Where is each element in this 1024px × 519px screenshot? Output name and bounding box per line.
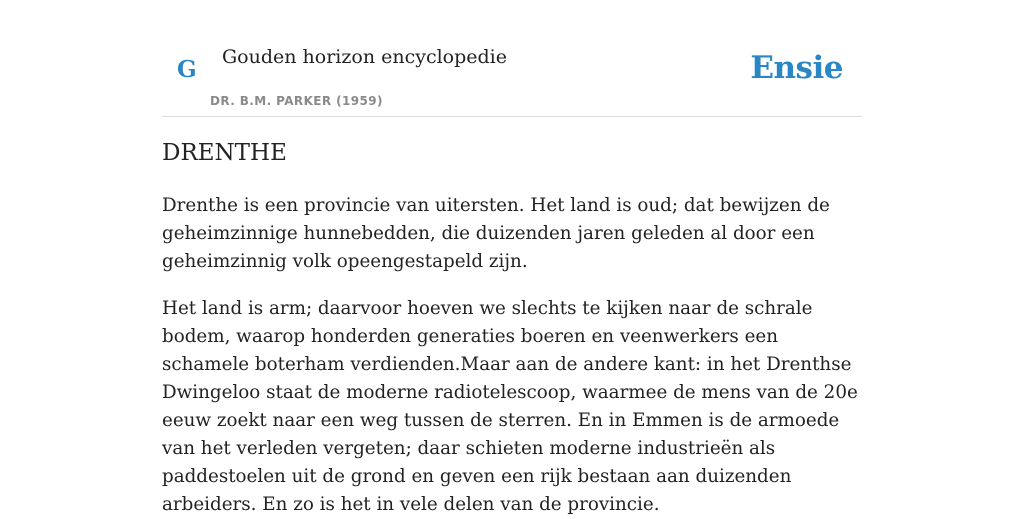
book-logo[interactable]: G (177, 56, 197, 83)
brand-logo[interactable]: Ensie (750, 50, 843, 86)
header (162, 0, 862, 117)
article-paragraph: Drenthe is een provincie van uitersten. Het land is oud; dat bewijzen de geheimzinnige hunnebedden, die duizenden jaren geleden al door een geheimzinnig volk opeengestapeld zijn. (162, 195, 830, 272)
author-label: DR. B.M. PARKER (1959) (210, 94, 383, 108)
page-container (162, 0, 862, 515)
article-paragraph: Het land is arm; daarvoor hoeven we slechts te kijken naar de schrale bodem, waarop honderden generaties boeren en veenwerkers een schamele boterham verdienden.Maar aan de andere kant: in het Drenthse Dwingeloo staat de moderne radiotelescoop, waarmee de mens van de 20e eeuw zoekt naar een weg tussen de sterren. En in Emmen is de armoede van het verleden vergeten; daar schieten moderne industrieën als paddestoelen uit de grond en geven een rijk bestaan aan duizenden arbeiders. En zo is het in vele delen van de provincie. (162, 298, 858, 515)
book-title[interactable]: Gouden horizon encyclopedie (222, 46, 507, 68)
article-title: DRENTHE (162, 140, 287, 166)
